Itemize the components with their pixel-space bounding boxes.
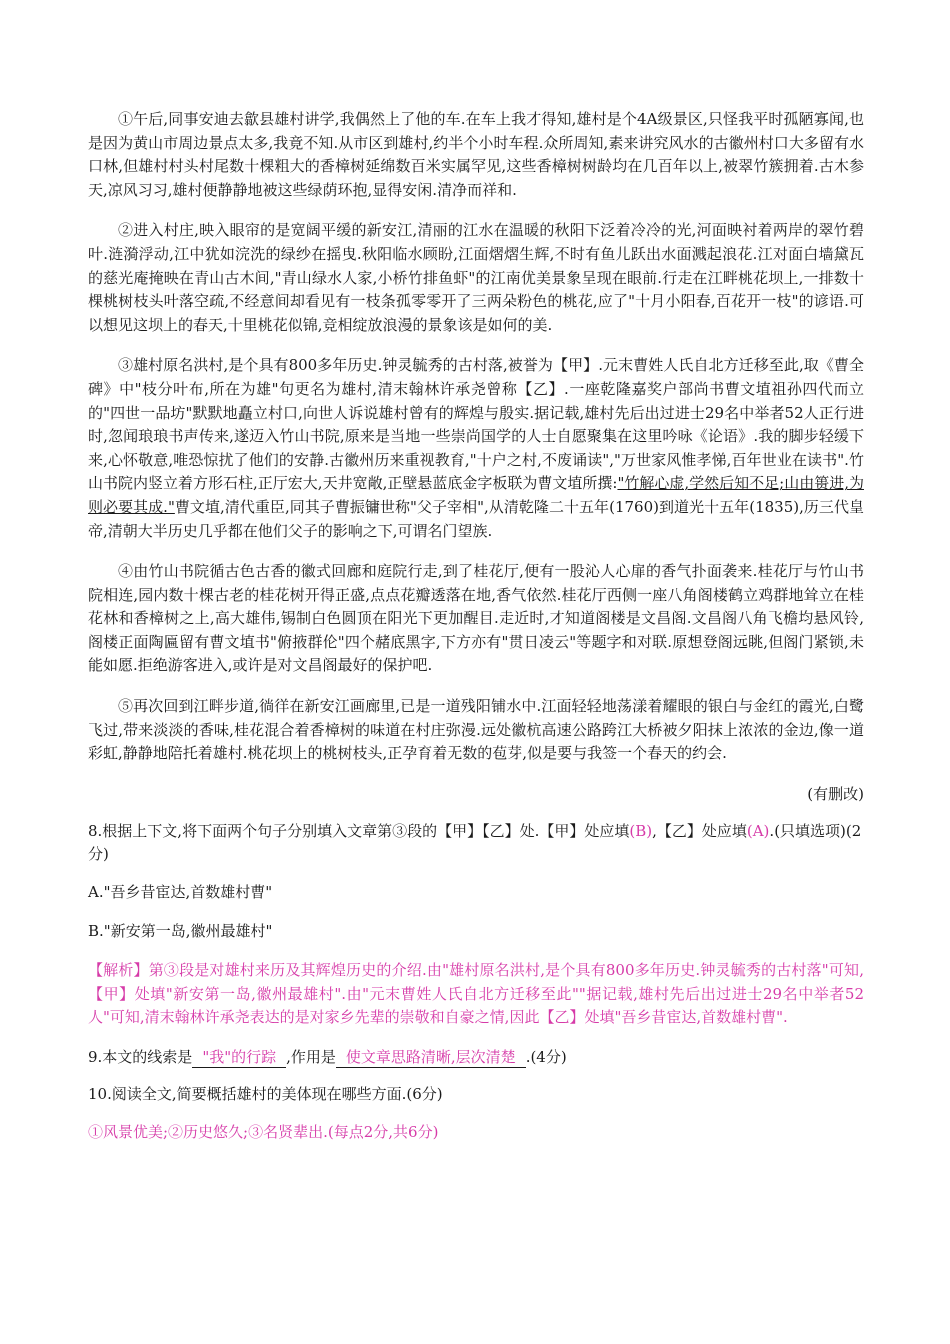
question-9-prefix: 9.本文的线索是 xyxy=(88,1047,193,1066)
question-10: 10.阅读全文,简要概括雄村的美体现在哪些方面.(6分) xyxy=(88,1085,443,1104)
question-8-answer-yi: (A) xyxy=(746,821,770,840)
question-9-blank-function: 使文章思路清晰,层次清楚 xyxy=(336,1047,526,1068)
paragraph-4: ④由竹山书院循古色古香的徽式回廊和庭院行走,到了桂花厅,便有一股沁人心扉的香气扑面袭来.桂花厅与竹山书院相连,园内数十棵古老的桂花树开得正盛,点点花瓣透落在地,香气依然.桂花厅西侧一座八角阁楼鹤立鸡群地耸立在桂花林和香樟树之上,高大雄伟,锡制白色圆顶在阳光下更加醒目.走近时,才知道阁楼是文昌阁.文昌阁八角飞檐均悬风铃,阁楼正面陶匾留有曹文埴书"俯掖群伦"四个赭底黑字,下方亦有"贯日凌云"等题字和对联.原想登阁远眺,但阁门紧锁,未能如愿.拒绝游客进入,或许是对文昌阁最好的保护吧. xyxy=(88,562,864,675)
option-b: B."新安第一岛,徽州最雄村" xyxy=(88,922,273,941)
question-8-mid: ,【乙】处应填 xyxy=(652,821,747,840)
option-a: A."吾乡昔宦达,首数雄村曹" xyxy=(88,883,273,902)
paragraph-3-text-b: 曹文埴,清代重臣,同其子曹振镛世称"父子宰相",从清乾隆二十五年(1760)到道光十五年(1835),历三代皇帝,清朝大半历史几乎都在他们父子的影响之下,可谓名门望族. xyxy=(88,497,865,540)
question-8-prefix: 8.根据上下文,将下面两个句子分别填入文章第③段的【甲】【乙】处.【甲】处应填 xyxy=(88,821,630,840)
paragraph-1: ①午后,同事安迪去歙县雄村讲学,我偶然上了他的车.在车上我才得知,雄村是个4A级景区,只怪我平时孤陋寡闻,也是因为黄山市周边景点太多,我竟不知.从市区到雄村,约半个小时车程.众所周知,素来讲究风水的古徽州村口大多留有水口林,但雄村村头村尾数十棵粗大的香樟树延绵数百米实属罕见,这些香樟树树龄均在几百年以上,被翠竹簇拥着.古木参天,凉风习习,雄村便静静地被这些绿荫环抱,显得安闲.清净而祥和. xyxy=(88,110,864,199)
question-8-analysis: 【解析】第③段是对雄村来历及其辉煌历史的介绍.由"雄村原名洪村,是个具有800多年历史.钟灵毓秀的古村落"可知,【甲】处填"新安第一岛,徽州最雄村".由"元末曹姓人氏自北方迁移至此""据记载,雄村先后出过进士29名中举者52人"可知,清末翰林许承尧表达的是对家乡先辈的崇敬和自豪之情,因此【乙】处填"吾乡昔宦达,首数雄村曹". xyxy=(88,961,864,1027)
paragraph-2: ②进入村庄,映入眼帘的是宽阔平缓的新安江,清丽的江水在温暖的秋阳下泛着冷冷的光,河面映衬着两岸的翠竹碧叶.涟漪浮动,江中犹如浣洗的绿纱在摇曳.秋阳临水顾盼,江面熠熠生辉,不时有鱼儿跃出水面溅起浪花.江对面白墙黛瓦的慈光庵掩映在青山古木间,"青山绿水人家,小桥竹排鱼虾"的江南优美景象呈现在眼前.行走在江畔桃花坝上,一排数十棵桃树枝头叶落空疏,不经意间却看见有一枝条孤零零开了三两朵粉色的桃花,应了"十月小阳春,百花开一枝"的谚语.可以想见这坝上的春天,十里桃花似锦,竞相绽放浪漫的景象该是如何的美. xyxy=(88,221,864,334)
question-9 xyxy=(88,1046,864,1070)
question-8-suffix: .(只填选项)(2分) xyxy=(88,821,862,864)
question-10-answer: ①风景优美;②历史悠久;③名贤辈出.(每点2分,共6分) xyxy=(88,1123,439,1141)
question-9-suffix: .(4分) xyxy=(525,1047,567,1066)
paragraph-3-couplet: "竹解心虚,学然后知不足;山由篑进,为则必要其成." xyxy=(88,474,864,516)
question-8-answer-jia: (B) xyxy=(629,821,653,840)
paragraph-3 xyxy=(88,354,864,543)
paragraph-5: ⑤再次回到江畔步道,徜徉在新安江画廊里,已是一道残阳铺水中.江面轻轻地荡漾着耀眼的银白与金红的霞光,白鹭飞过,带来淡淡的香味,桂花混合着香樟树的味道在村庄弥漫.远处徽杭高速公路跨江大桥被夕阳抹上浓浓的金边,像一道彩虹,静静地陪托着雄村.桃花坝上的桃树枝头,正孕育着无数的苞芽,似是要与我签一个春天的约会. xyxy=(88,697,864,763)
paragraph-3-text-a: ③雄村原名洪村,是个具有800多年历史.钟灵毓秀的古村落,被誉为【甲】.元末曹姓人氏自北方迁移至此,取《曹全碑》中"枝分叶布,所在为雄"句更名为雄村,清末翰林许承尧曾称【乙】.一座乾隆嘉奖户部尚书曹文埴祖孙四代而立的"四世一品坊"默默地矗立村口,向世人诉说雄村曾有的辉煌与殷实.据记载,雄村先后出过进士29名中举者52人正行进时,忽闻琅琅书声传来,遂迈入竹山书院,原来是当地一些崇尚国学的人士自愿聚集在这里吟咏《论语》.我的脚步轻缓下来,心怀敬意,唯恐惊扰了他们的安静.古徽州历来重视教育,"十户之村,不废诵读","万世家风惟孝悌,百年世业在读书".竹山书院内竖立着方形石柱,正厅宏大,天井宽敞,正壁悬蓝底金字板联为曹文埴所撰: xyxy=(88,356,864,493)
source-credit: (有删改) xyxy=(807,784,864,803)
question-8 xyxy=(88,820,864,867)
question-9-blank-clue: "我"的行踪 xyxy=(192,1047,286,1068)
document-page xyxy=(88,108,864,1159)
question-9-mid: ,作用是 xyxy=(286,1047,336,1066)
